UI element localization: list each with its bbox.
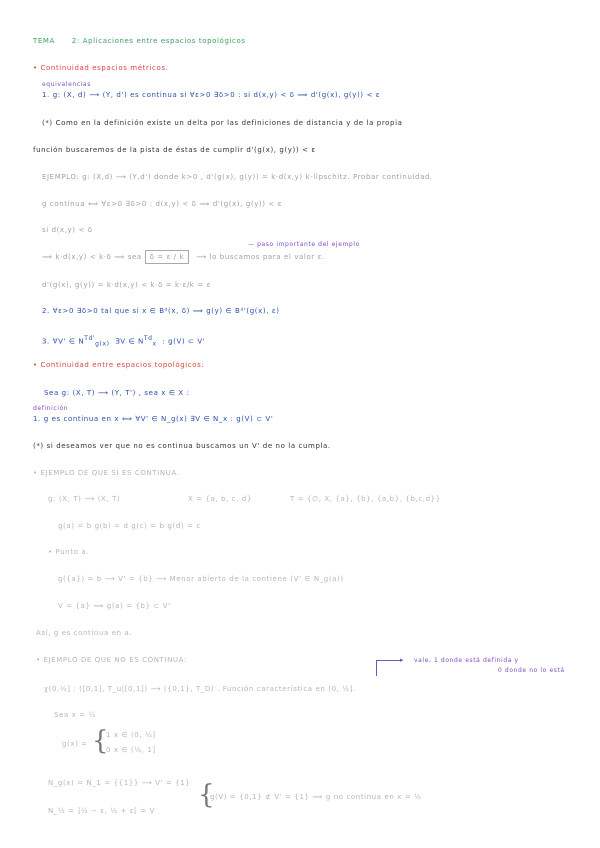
section2-heading: • Continuidad entre espacios topológicos:	[33, 361, 205, 369]
implies-suffix: ⟶ lo buscamos para el valor ε.	[196, 253, 325, 261]
item3-sub1: g(x)	[95, 340, 110, 348]
ejemplo3-title: • EJEMPLO DE QUE NO ES CONTINUA:	[36, 656, 187, 664]
implies-line	[42, 252, 325, 262]
title-text: 2: Aplicaciones entre espacios topológicos	[71, 37, 246, 45]
para1-line1: (*) Como en la definición existe un delta por las definiciones de distancia y de la propia	[42, 119, 403, 127]
ejemplo2-values: g(a) = b g(b) = d g(c) = b g(d) = c	[58, 522, 201, 530]
ga-line: g({a}) = b ⟶ V' = {b} ⟶ Menor abierto de la contiene (V' ∈ N_g(a))	[58, 575, 344, 583]
section1-item3	[42, 334, 205, 350]
brace-right-icon: {	[198, 780, 216, 810]
brace-icon: {	[92, 726, 110, 756]
asi-line: Así, g es continua en a.	[36, 629, 133, 637]
delta-box: δ = ε / k	[145, 250, 190, 264]
item3-prefix: 3. ∀V' ∈ N	[42, 337, 85, 346]
section1-heading: • Continuidad espacios métricos.	[33, 64, 169, 72]
ejemplo3-map: χ(0,½] : ([0,1], T_u|[0,1]) ⟶ ({0,1}, T_D) . Función característica en (0, ½].	[44, 685, 356, 693]
sea-x: Sea x = ½	[54, 711, 96, 719]
v-line: V = {a} ⟹ g(a) = {b} ⊂ V'	[58, 602, 171, 610]
ejemplo2-topology: T = {∅, X, {a}, {b}, {a,b}, {b,c,d}}	[290, 495, 441, 503]
delta-annotation	[248, 240, 360, 250]
implies-prefix: ⟹ k·d(x,y) < k·δ ⟹ sea	[42, 253, 142, 261]
ejemplo2-title: • EJEMPLO DE QUE SÍ ES CONTINUA.	[33, 469, 180, 477]
annotation-arrow-shaft	[376, 660, 402, 661]
title-tema: TEMA	[33, 37, 55, 45]
item3-sup2: Td	[143, 335, 153, 342]
note-equivalencias: equivalencias	[42, 81, 91, 88]
item3-mid: ∃V ∈ N	[115, 337, 144, 346]
title	[33, 36, 246, 46]
annotation-arrow-stem	[376, 660, 377, 676]
annotation-line2: 0 donde no lo está	[498, 667, 565, 674]
n-line1: N_g(x) = N_1 = {{1}} ⟶ V' = {1}	[48, 779, 191, 787]
sea-line: Sea g: (X, T) ⟶ (Y, T') , sea x ∈ X :	[44, 389, 190, 397]
item3-sub2: x	[152, 340, 157, 348]
note-definicion: definición	[33, 405, 69, 412]
dprime-line: d'(g(x), g(y)) = k·d(x,y) < k·δ = k·ε/k = ε	[42, 281, 211, 289]
n-line2: N_½ = ]½ − ε, ½ + ε[ = V	[48, 807, 156, 815]
section1-item1: 1. g: (X, d) ⟶ (Y, d') es continua si ∀ε>0 ∃δ>0 : si d(x,y) < δ ⟹ d'(g(x), g(y)) < ε	[42, 91, 381, 99]
ejemplo2-map-text: g: (X, T) ⟶ (X, T)	[48, 495, 121, 503]
delta-annotation-text: paso importante del ejemplo	[257, 241, 360, 248]
ejemplo2-map	[48, 494, 120, 504]
g-def-case1: 1 x ∈ (0, ½]	[106, 731, 156, 739]
g-def-lhs: g(x) =	[62, 740, 88, 748]
section2-item1: 1. g es continua en x ⟺ ∀V' ∈ N_g(x) ∃V ∈ N_x : g(V) ⊂ V'	[33, 415, 274, 423]
item3-suffix: : g(V) ⊂ V'	[162, 337, 206, 346]
si-line: si d(x,y) < δ	[42, 226, 93, 234]
item3-sup1: Td'	[84, 335, 96, 342]
annotation-line1: vale, 1 donde está definida y	[414, 657, 519, 664]
arrow-icon: —	[248, 241, 255, 248]
section1-item2: 2. ∀ε>0 ∃δ>0 tal que si x ∈ Bᵈ(x, δ) ⟹ g(y) ∈ Bᵈ'(g(x), ε)	[42, 307, 280, 315]
ejemplo1-cont: g continua ⟺ ∀ε>0 ∃δ>0 : d(x,y) < δ ⟹ d'(g(x), g(y)) < ε	[42, 200, 283, 208]
ejemplo2-set: X = {a, b, c, d}	[188, 495, 252, 503]
g-def-case2: 0 x ∈ (½, 1]	[106, 746, 156, 754]
annotation-arrow-head: ▸	[400, 656, 405, 664]
ejemplo1-line: EJEMPLO: g: (X,d) ⟶ (Y,d') donde k>0 , d'(g(x), g(y)) = k·d(x,y) k-lipschitz. Probar continuidad.	[42, 173, 433, 181]
conclusion: g(V) = {0,1} ⊄ V' = {1} ⟹ g no continua en x = ½	[210, 793, 422, 801]
punto-a: • Punto a.	[48, 548, 90, 556]
section2-para: (*) si deseamos ver que no es continua buscamos un V' de no la cumpla.	[33, 442, 331, 450]
para1-line2: función buscaremos de la pista de éstas de cumplir d'(g(x), g(y)) < ε	[33, 146, 316, 154]
